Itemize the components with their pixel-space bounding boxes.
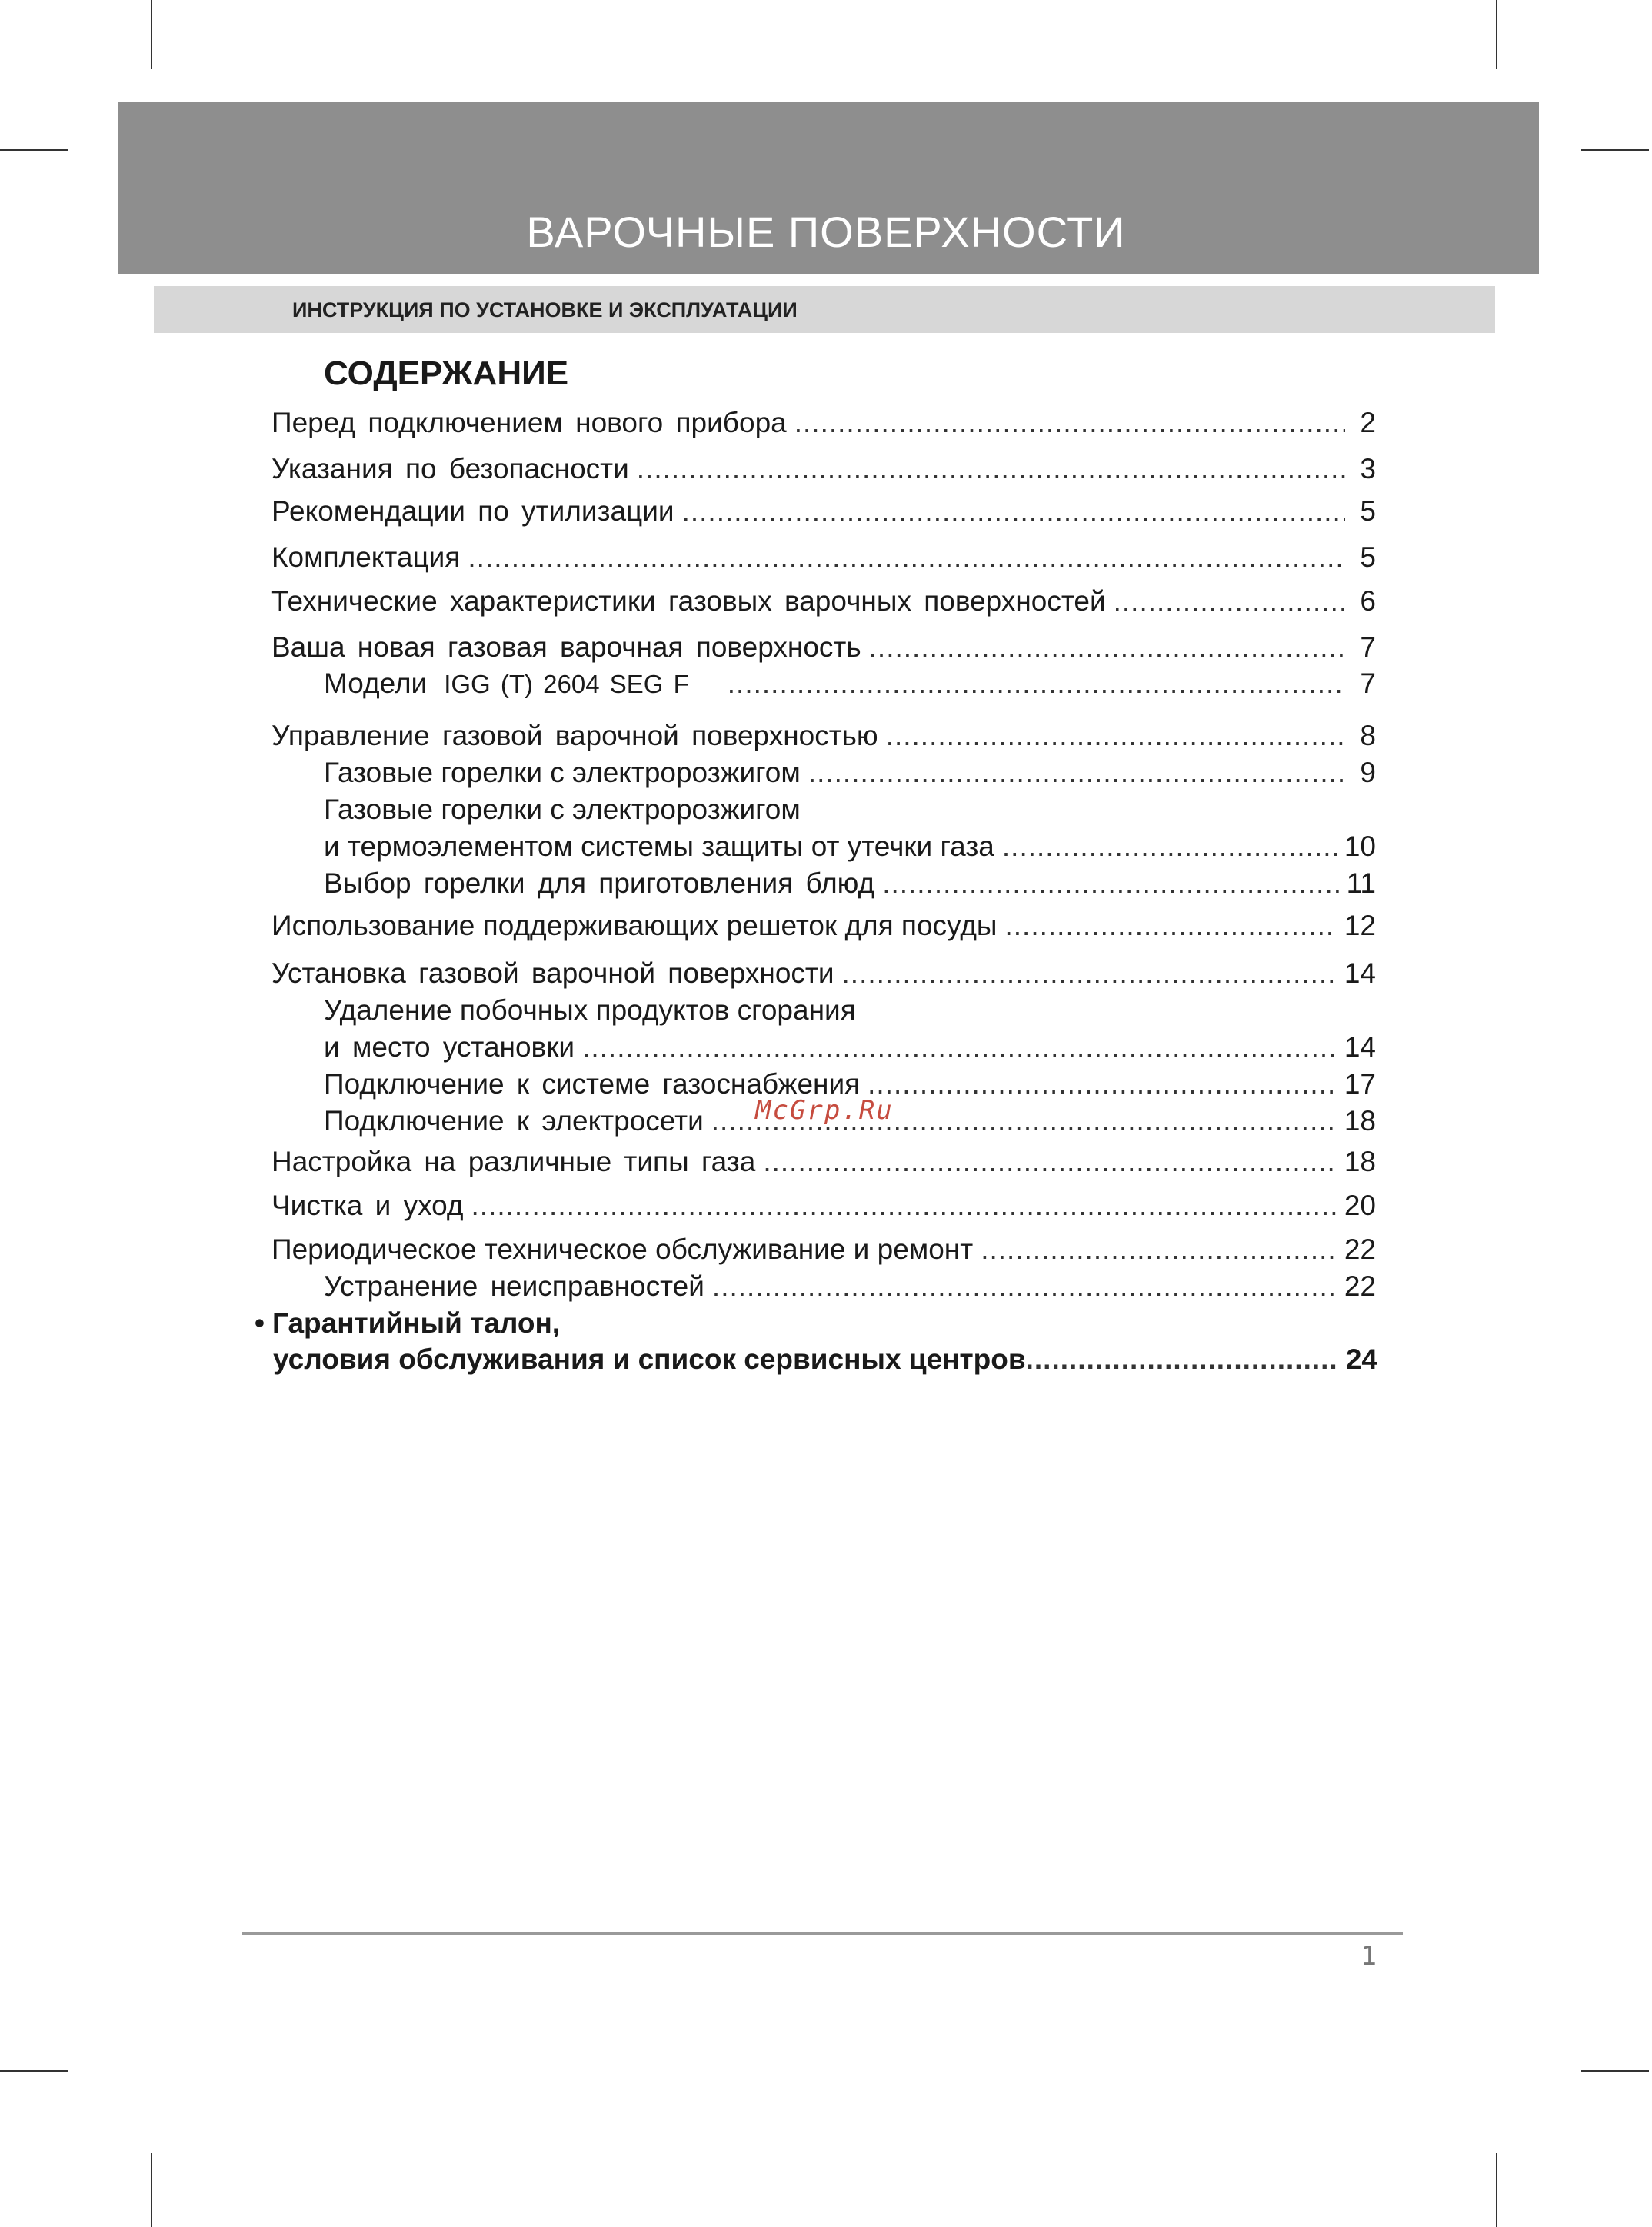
model-code: IGG (T) 2604 SEG F: [444, 670, 689, 698]
toc-leader-dots: [794, 405, 1345, 441]
toc-entry-page: 9: [1360, 757, 1376, 788]
toc-entry-title: Указания по безопасности: [271, 453, 629, 484]
toc-entry-title: Комплектация: [271, 541, 461, 573]
crop-mark: [1496, 0, 1497, 69]
toc-entry-page: 6: [1360, 585, 1376, 617]
toc-entry: [324, 1030, 1376, 1065]
toc-entry-title: Гарантийный талон,: [271, 1307, 561, 1339]
toc-entry-page: 18: [1344, 1146, 1376, 1177]
toc-entry: [324, 866, 1376, 901]
document-subtitle: ИНСТРУКЦИЯ ПО УСТАНОВКЕ И ЭКСПЛУАТАЦИИ: [292, 298, 798, 321]
toc-leader-dots: [808, 755, 1345, 791]
toc-entry: [324, 993, 1376, 1028]
toc-entry-title: Чистка и уход: [271, 1190, 464, 1221]
toc-entry-models: [324, 666, 1376, 702]
toc-entry-warranty: [255, 1306, 1376, 1341]
toc-entry-page: 5: [1360, 495, 1376, 527]
toc-leader-dots: [468, 540, 1345, 575]
toc-leader-dots: [682, 494, 1345, 529]
toc-leader-dots: [763, 1144, 1337, 1180]
toc-entry-title: условия обслуживания и список сервисных центров: [273, 1343, 1026, 1375]
toc-entry-title: Управление газовой варочной поверхностью: [271, 720, 878, 751]
toc-entry-title: Модели: [324, 667, 428, 699]
toc-entry-page: 12: [1344, 910, 1376, 941]
toc-entry-title: Перед подключением нового прибора: [271, 407, 787, 438]
toc-entry: [271, 1144, 1376, 1180]
toc-entry: [271, 956, 1376, 991]
toc-entry: [271, 1188, 1376, 1223]
toc-entry-page: 14: [1344, 957, 1376, 989]
toc-entry-page: 2: [1360, 407, 1376, 438]
toc-leader-dots: [868, 1067, 1337, 1102]
toc-entry-warranty: [273, 1342, 1377, 1377]
toc-entry: [271, 584, 1376, 619]
toc-leader-dots: [1005, 908, 1337, 944]
toc-entry-title: Удаление побочных продуктов сгорания: [324, 994, 856, 1026]
toc-heading: СОДЕРЖАНИЕ: [324, 355, 569, 392]
page-number: 1: [1361, 1941, 1377, 1972]
toc-entry-title: Настройка на различные типы газа: [271, 1146, 756, 1177]
toc-entry-title: Установка газовой варочной поверхности: [271, 957, 834, 989]
toc-leader-dots: [1026, 1342, 1338, 1377]
toc-leader-dots: [886, 718, 1345, 754]
crop-mark: [1581, 2070, 1649, 2072]
toc-entry: [324, 792, 1376, 827]
toc-entry-page: 17: [1344, 1068, 1376, 1100]
toc-leader-dots: [1002, 829, 1337, 864]
toc-entry: [271, 630, 1376, 665]
toc-entry-title: Подключение к электросети: [324, 1105, 704, 1137]
toc-entry: [271, 405, 1376, 441]
page-title: ВАРОЧНЫЕ ПОВЕРХНОСТИ: [526, 208, 1126, 256]
toc-entry-page: 8: [1360, 720, 1376, 751]
toc-entry-page: 3: [1360, 453, 1376, 484]
toc-entry-title: Газовые горелки с электророзжигом: [324, 757, 801, 788]
toc-leader-dots: [582, 1030, 1337, 1065]
subheader-band: [154, 286, 1495, 333]
toc-entry-title: Подключение к системе газоснабжения: [324, 1068, 861, 1100]
toc-leader-dots: [1114, 584, 1345, 619]
toc-entry: [324, 1269, 1376, 1304]
crop-mark: [1496, 2153, 1497, 2227]
crop-mark: [1581, 149, 1649, 151]
crop-mark: [0, 2070, 68, 2072]
footer-rule: [242, 1932, 1403, 1935]
crop-mark: [151, 0, 152, 69]
toc-entry-page: 14: [1344, 1031, 1376, 1063]
toc-entry-title: Технические характеристики газовых варочных поверхностей: [271, 585, 1106, 617]
crop-mark: [151, 2153, 152, 2227]
toc-entry-title: Рекомендации по утилизации: [271, 495, 674, 527]
toc-leader-dots: [842, 956, 1337, 991]
toc-entry: [271, 494, 1376, 529]
toc-entry-title: и место установки: [324, 1031, 575, 1063]
toc-entry: [324, 829, 1376, 864]
toc-leader-dots: [471, 1188, 1337, 1223]
toc-entry: [324, 755, 1376, 791]
toc-entry-page: 22: [1344, 1270, 1376, 1302]
toc-entry-title: Устранение неисправностей: [324, 1270, 704, 1302]
toc-leader-dots: [882, 866, 1338, 901]
toc-entry: [271, 451, 1376, 487]
toc-entry-title: Ваша новая газовая варочная поверхность: [271, 631, 861, 663]
bullet-icon: •: [255, 1307, 265, 1339]
toc-entry: [271, 1232, 1376, 1267]
toc-leader-dots: [712, 1269, 1337, 1304]
toc-entry-title: Газовые горелки с электророзжигом: [324, 794, 801, 825]
toc-entry-page: 24: [1345, 1343, 1377, 1375]
toc-entry-page: 18: [1344, 1105, 1376, 1137]
toc-entry-title: и термоэлементом системы защиты от утечки газа: [324, 831, 994, 862]
toc-entry: [271, 908, 1376, 944]
toc-entry: [271, 540, 1376, 575]
crop-mark: [0, 149, 68, 151]
toc-entry-page: 20: [1344, 1190, 1376, 1221]
toc-entry: [271, 718, 1376, 754]
toc-entry-title: Использование поддерживающих решеток для посуды: [271, 910, 998, 941]
toc-entry-page: 11: [1346, 867, 1376, 899]
toc-entry-page: 7: [1360, 631, 1376, 663]
toc-leader-dots: [981, 1232, 1337, 1267]
watermark: McGrp.Ru: [755, 1095, 894, 1126]
toc-entry-title: Периодическое техническое обслуживание и ремонт: [271, 1233, 974, 1265]
toc-entry-page: 22: [1344, 1233, 1376, 1265]
toc-entry-page: 10: [1344, 831, 1376, 862]
toc-leader-dots: [637, 451, 1345, 487]
toc-entry-title: Выбор горелки для приготовления блюд: [324, 867, 875, 899]
toc-leader-dots: [728, 666, 1345, 701]
toc-entry-page: 7: [1360, 667, 1376, 699]
toc-leader-dots: [869, 630, 1345, 665]
toc-entry-page: 5: [1360, 541, 1376, 573]
